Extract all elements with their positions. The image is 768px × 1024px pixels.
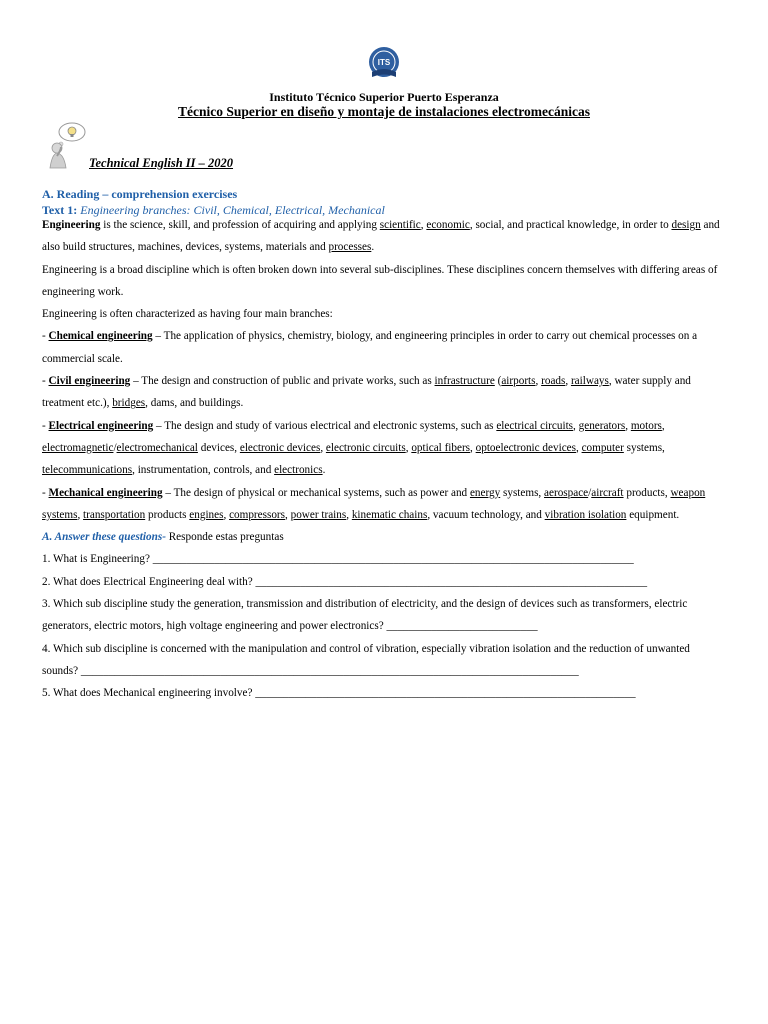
term-kinematic-chains: kinematic chains — [351, 508, 428, 521]
term-optoelectronic-devices: optoelectronic devices — [475, 441, 576, 454]
question-2[interactable]: 2. What does Electrical Engineering deal with? ______________________________________________________________________ — [42, 575, 648, 588]
term-engines: engines — [189, 508, 224, 521]
questions-title: A. Answer these questions- — [42, 531, 166, 544]
institute-name: Instituto Técnico Superior Puerto Esperanza — [269, 90, 499, 104]
text-run: , — [223, 508, 230, 521]
chemical-engineering-title: Chemical engineering — [48, 330, 153, 343]
question-3[interactable]: 3. Which sub discipline study the generation, transmission and distribution of electricity, and the design of devices such as transformers, electric generators, electric motors, high voltage engineering and power electronics? ___________________________ — [42, 598, 688, 633]
text-run: , — [405, 441, 412, 454]
text-run: , social, and practical knowledge, in order to — [469, 219, 672, 231]
branches-intro: Engineering is often characterized as having four main branches: — [42, 308, 333, 321]
term-aircraft: aircraft — [591, 486, 624, 499]
civil-engineering-title: Civil engineering — [48, 375, 131, 388]
term-telecommunications: telecommunications — [42, 464, 133, 477]
course-title: Technical English II – 2020 — [89, 156, 234, 170]
question-5[interactable]: 5. What does Mechanical engineering involve? ____________________________________________________________________ — [42, 687, 636, 700]
text-run: . — [322, 464, 326, 477]
disciplines-paragraph: Engineering is a broad discipline which is often broken down into several sub-disciplines. These disciplines concern themselves with differing areas of engineering work. — [42, 263, 718, 298]
program-title: Técnico Superior en diseño y montaje de instalaciones electromecánicas — [178, 104, 590, 119]
text-run: – The design and construction of public and private works, such as — [130, 375, 435, 388]
text-run: . — [371, 241, 375, 254]
term-vibration-isolation: vibration isolation — [544, 508, 627, 521]
text-run: , vacuum technology, and — [427, 508, 545, 521]
question-1[interactable]: 1. What is Engineering? ______________________________________________________________________________________ — [42, 553, 634, 566]
text-run: - — [42, 486, 49, 499]
text-run: / — [588, 486, 592, 499]
term-optical-fibers: optical fibers — [411, 441, 471, 454]
term-aerospace: aerospace — [544, 486, 589, 499]
text-run: , — [625, 419, 631, 432]
text-1-label: Text 1: — [42, 203, 78, 217]
text-run: - — [42, 330, 49, 343]
text-run: products, — [623, 486, 671, 499]
text-run: systems, — [500, 486, 545, 499]
term-weapon-systems: weapon systems — [42, 486, 706, 521]
text-run: devices, — [197, 441, 240, 454]
reading-body — [42, 214, 722, 705]
term-railways: railways — [570, 375, 609, 388]
term-compressors: compressors — [229, 508, 286, 521]
text-run: – The design and study of various electrical and electronic systems, such as — [153, 419, 497, 432]
text-run: systems, — [623, 441, 665, 454]
mechanical-engineering-item — [42, 482, 722, 527]
thinking-figure-icon — [42, 120, 94, 170]
questions-heading — [42, 526, 722, 548]
text-run: and also build structures, machines, devices, systems, materials and — [42, 219, 720, 254]
text-run: , — [575, 441, 582, 454]
text-run: , dams, and buildings. — [145, 397, 244, 410]
intro-paragraph — [42, 214, 722, 259]
questions-subtitle: Responde estas preguntas — [165, 531, 284, 544]
term-roads: roads — [541, 375, 566, 388]
term-motors: motors — [630, 419, 662, 432]
text-run: , — [573, 419, 579, 432]
term-power-trains: power trains — [290, 508, 347, 521]
text-run: – The design of physical or mechanical systems, such as power and — [162, 486, 470, 499]
term-electronic-devices: electronic devices — [239, 441, 321, 454]
term-generators: generators — [578, 419, 626, 432]
text-run: , — [661, 419, 665, 432]
question-4[interactable]: 4. Which sub discipline is concerned with the manipulation and control of vibration, especially vibration isolation and the reduction of unwanted sounds? _________________________________________________________________________________________ — [42, 642, 690, 677]
term-electrical-circuits: electrical circuits — [496, 419, 574, 432]
text-run: products — [145, 508, 190, 521]
text-1-topic: Engineering branches: Civil, Chemical, Electrical, Mechanical — [80, 203, 385, 217]
term-electromechanical: electromechanical — [116, 441, 198, 454]
text-run: , — [565, 375, 571, 388]
text-run: / — [113, 441, 117, 454]
term-energy: energy — [469, 486, 501, 499]
term-electronic-circuits: electronic circuits — [325, 441, 406, 454]
text-run: , — [285, 508, 291, 521]
term-processes: processes — [328, 241, 372, 254]
text-run: , — [77, 508, 84, 521]
term-bridges: bridges — [112, 397, 146, 410]
mechanical-engineering-title: Mechanical engineering — [48, 486, 163, 499]
text-run: , — [346, 508, 352, 521]
term-scientific: scientific — [379, 219, 421, 231]
term-computer: computer — [581, 441, 624, 454]
section-a-heading: A. Reading – comprehension exercises — [42, 187, 238, 201]
logo-text: ITS — [377, 58, 391, 67]
term-design: design — [671, 219, 701, 231]
text-run: ( — [494, 375, 502, 388]
electrical-engineering-item — [42, 415, 722, 482]
term-infrastructure: infrastructure — [434, 375, 495, 388]
term-engineering: Engineering — [42, 219, 101, 231]
institute-logo — [364, 44, 404, 84]
text-run: - — [42, 419, 49, 432]
term-airports: airports — [501, 375, 536, 388]
term-transportation: transportation — [83, 508, 146, 521]
text-run: is the science, skill, and profession of acquiring and applying — [100, 219, 380, 231]
text-run: , — [320, 441, 326, 454]
text-run: , instrumentation, controls, and — [132, 464, 275, 477]
civil-engineering-item — [42, 370, 722, 415]
text-run: , water supply and treatment etc.), — [42, 375, 691, 410]
chemical-engineering-item — [42, 325, 722, 370]
term-economic: economic — [426, 219, 470, 231]
text-run: - — [42, 375, 49, 388]
text-run: equipment. — [626, 508, 680, 521]
text-run: , — [535, 375, 542, 388]
electrical-engineering-title: Electrical engineering — [48, 419, 154, 432]
text-run: , — [470, 441, 476, 454]
text-run: , — [420, 219, 427, 231]
text-run: – The application of physics, chemistry, biology, and engineering principles in order to carry out chemical processes on a commercial scale. — [42, 330, 698, 365]
term-electronics: electronics — [274, 464, 323, 477]
term-electromagnetic: electromagnetic — [42, 441, 114, 454]
